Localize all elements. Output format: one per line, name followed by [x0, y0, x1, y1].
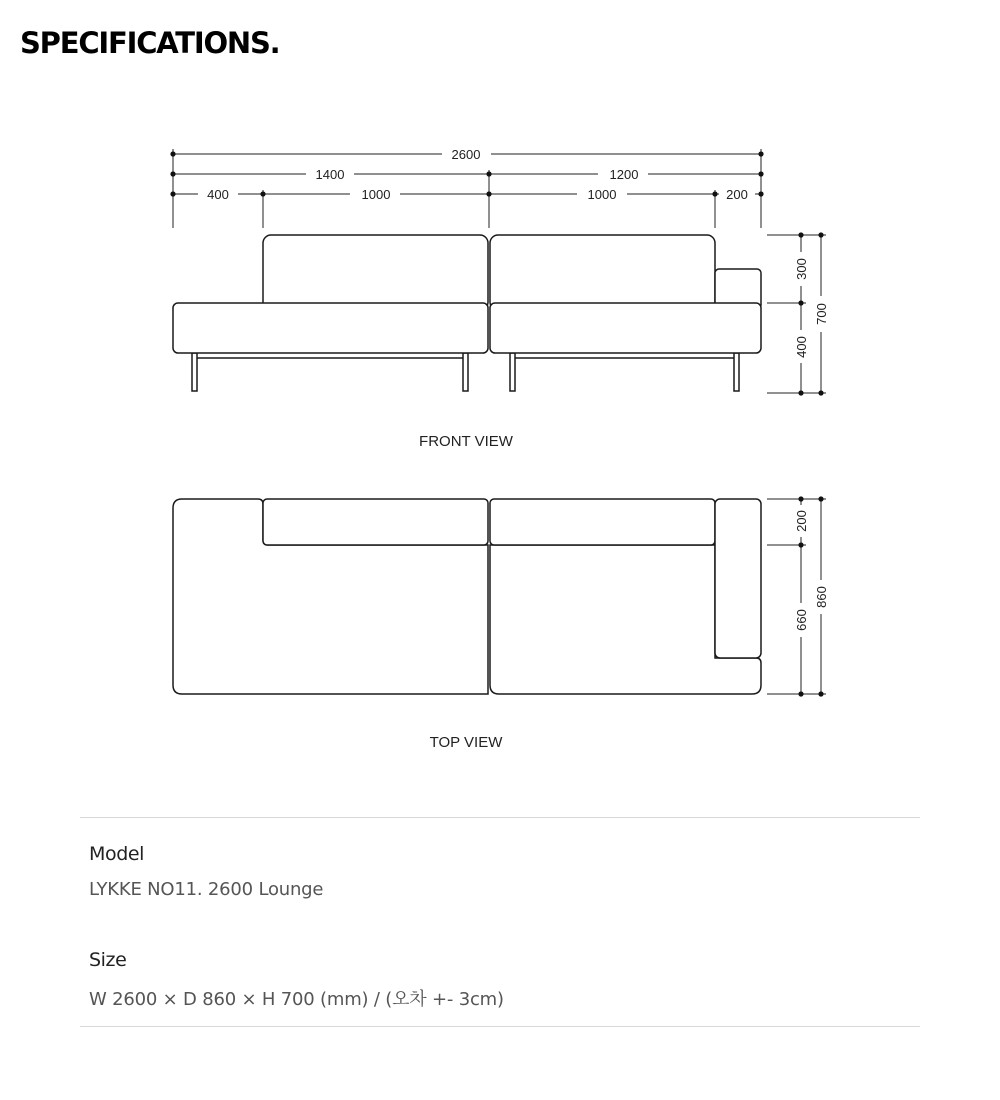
- specs-top-divider: [80, 817, 920, 818]
- dim-seat-height: 400: [794, 336, 809, 358]
- dim-total-depth: 860: [814, 586, 829, 608]
- model-value: LYKKE NO11. 2600 Lounge: [89, 879, 324, 900]
- page-title: SPECIFICATIONS.: [20, 26, 280, 60]
- dim-total-width: 2600: [451, 147, 481, 162]
- front-view-sofa: [173, 235, 761, 391]
- dim-left-back: 1000: [361, 187, 391, 202]
- dim-left-section: 1400: [315, 167, 345, 182]
- top-view-label: TOP VIEW: [429, 734, 503, 751]
- dim-right-arm: 200: [726, 187, 748, 202]
- dim-back-depth: 200: [794, 510, 809, 532]
- size-label: Size: [89, 949, 127, 971]
- dim-total-height: 700: [814, 303, 829, 325]
- front-view-label: FRONT VIEW: [419, 433, 513, 450]
- size-value: W 2600 × D 860 × H 700 (mm) / (오차 +- 3cm): [89, 989, 504, 1010]
- specs-bottom-divider: [80, 1026, 920, 1027]
- model-label: Model: [89, 843, 145, 865]
- top-view-sofa: [173, 499, 761, 694]
- dim-seat-depth: 660: [794, 609, 809, 631]
- dim-back-height: 300: [794, 258, 809, 280]
- dim-left-arm: 400: [207, 187, 229, 202]
- dim-right-back: 1000: [587, 187, 617, 202]
- dim-right-section: 1200: [609, 167, 639, 182]
